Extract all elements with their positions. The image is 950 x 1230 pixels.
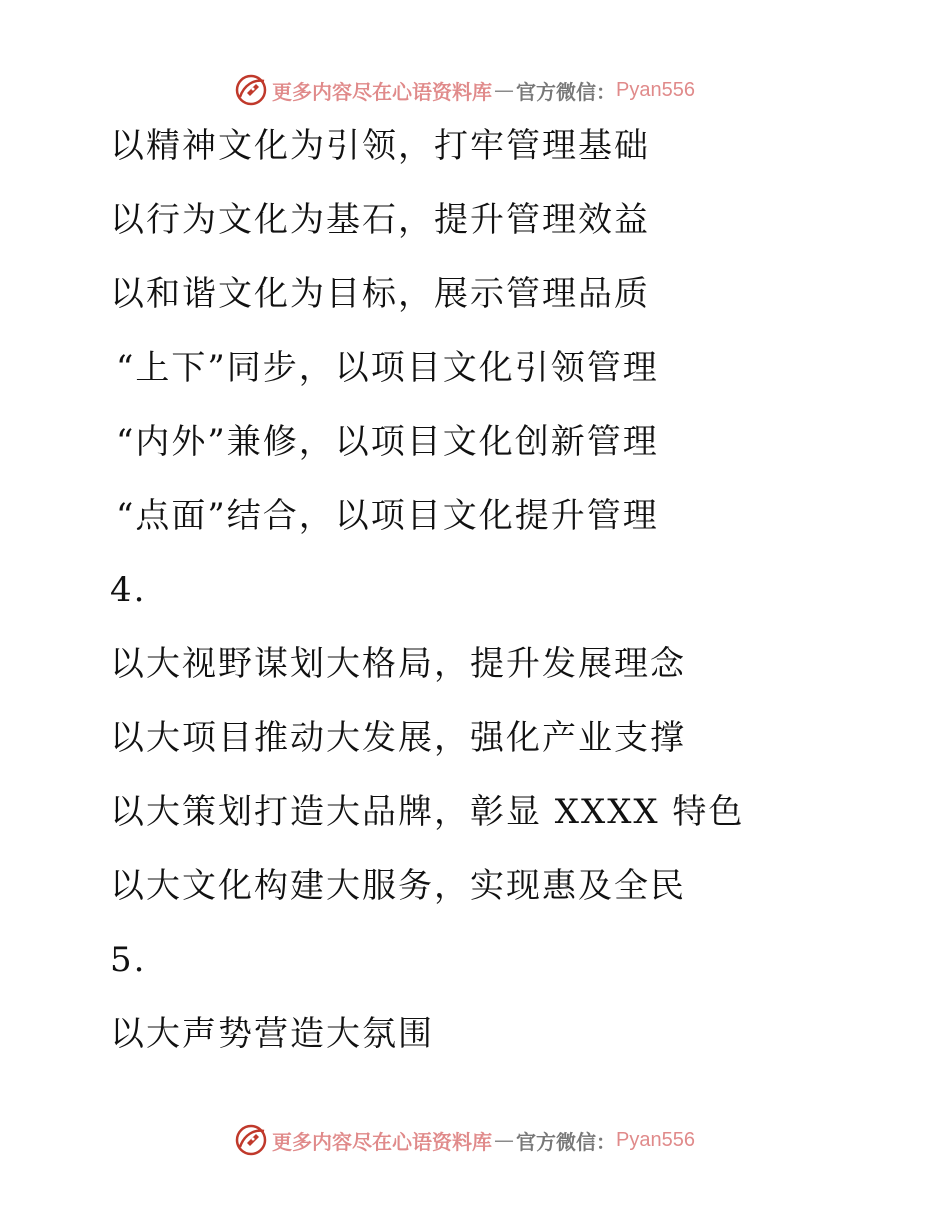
watermark-label: 官方微信： <box>516 79 616 104</box>
watermark-text: 更多内容尽在心语资料库 <box>272 79 492 104</box>
text-line: “点面”结合，以项目文化提升管理 <box>116 496 659 536</box>
document-body <box>110 122 910 1084</box>
text-line: 以大文化构建大服务，实现惠及全民 <box>110 866 686 906</box>
text-line: 以和谐文化为目标，展示管理品质 <box>110 274 650 314</box>
watermark-dash: — <box>494 1128 514 1152</box>
watermark-text: 更多内容尽在心语资料库 <box>272 1129 492 1154</box>
text-line: 以大声势营造大氛围 <box>110 1014 434 1054</box>
text-line: “上下”同步，以项目文化引领管理 <box>116 348 659 388</box>
text-line: 以行为文化为基石，提升管理效益 <box>110 200 650 240</box>
section-number: 4. <box>110 570 147 610</box>
pen-nib-logo-icon <box>234 73 268 107</box>
watermark-id: Pyan556 <box>616 78 695 101</box>
text-line: 以精神文化为引领，打牢管理基础 <box>110 126 650 166</box>
watermark-label: 官方微信： <box>516 1129 616 1154</box>
footer-watermark <box>234 1122 695 1158</box>
header-watermark <box>234 72 695 108</box>
watermark-dash: — <box>494 78 514 102</box>
section-number: 5. <box>110 940 147 980</box>
watermark-id: Pyan556 <box>616 1128 695 1151</box>
text-line: 以大视野谋划大格局，提升发展理念 <box>110 644 686 684</box>
text-line: “内外”兼修，以项目文化创新管理 <box>116 422 659 462</box>
pen-nib-logo-icon <box>234 1123 268 1157</box>
text-line: 以大策划打造大品牌，彰显 XXXX 特色 <box>110 792 745 832</box>
text-line: 以大项目推动大发展，强化产业支撑 <box>110 718 686 758</box>
